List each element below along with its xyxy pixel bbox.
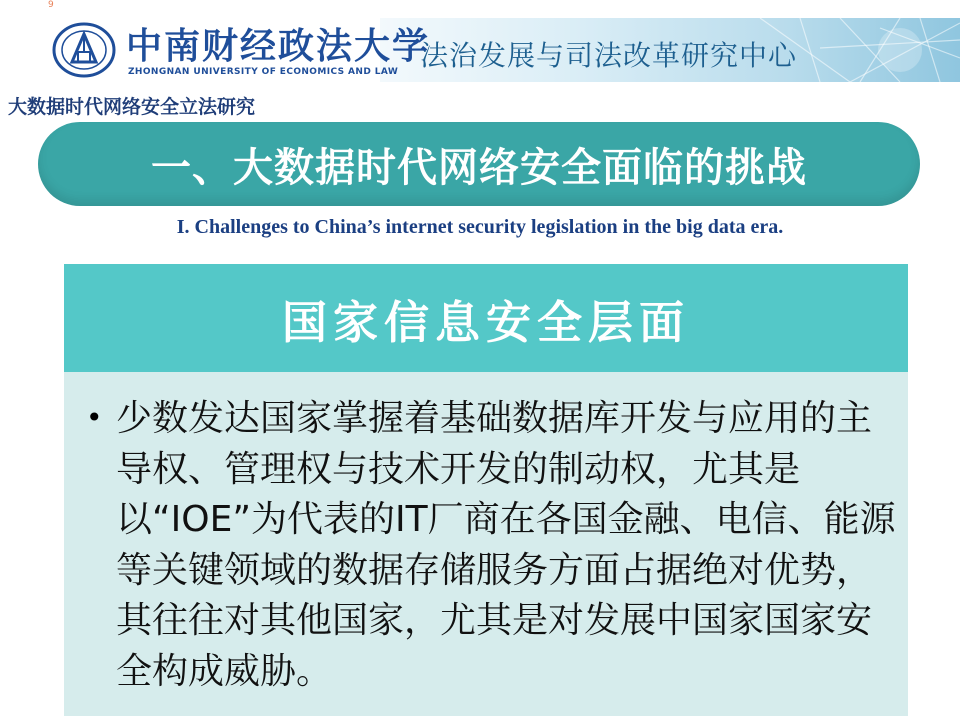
university-logo-icon [52,22,116,78]
bullet-marker: • [86,401,103,434]
card-title: 国家信息安全层面 [281,295,690,349]
section-banner [38,122,920,206]
university-name-cn: 中南财经政法大学 [126,25,431,67]
research-center-name: 法治发展与司法改革研究中心 [420,39,798,72]
content-card [64,264,908,716]
university-name-en: ZHONGNAN UNIVERSITY OF ECONOMICS AND LAW [128,67,399,77]
topic-title: 大数据时代网络安全立法研究 [8,96,256,118]
page-corner-mark: 9 [48,0,54,10]
bullet-text: 少数发达国家掌握着基础数据库开发与应用的主导权、管理权与技术开发的制动权，尤其是以“IOE”为代表的IT厂商在各国金融、电信、能源等关键领域的数据存储服务方面占据绝对优势，其往往对其他国家，尤其是对发展中国家国家安全构成威胁。 [116,398,896,692]
section-subtitle: I. Challenges to China’s internet security legislation in the big data era. [176,216,784,238]
card-header [64,264,908,372]
section-title: 一、大数据时代网络安全面临的挑战 [151,144,807,191]
